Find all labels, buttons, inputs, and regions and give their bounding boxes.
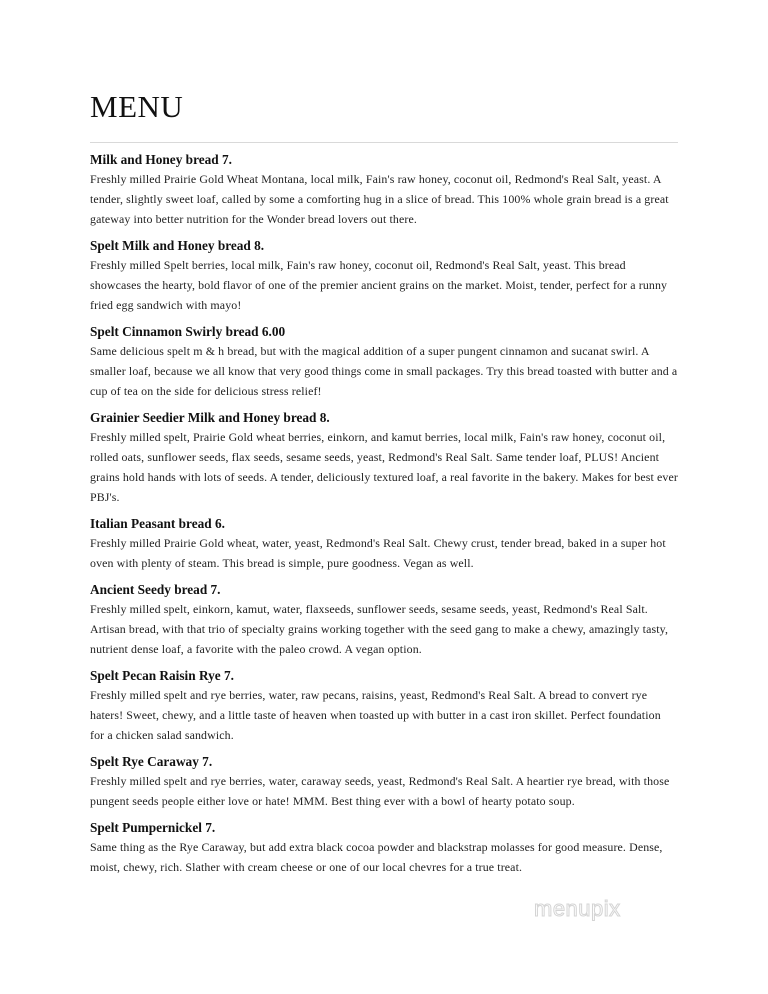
menu-item-description: Same delicious spelt m & h bread, but with the magical addition of a super pungent cinnamon and sucanat swirl. A smaller loaf, because we all know that very good things come in small packages. Try this bread toasted with butter and a cup of tea on the side for delicious stress relief! — [90, 344, 678, 398]
menu-item-name: Ancient Seedy bread 7. — [90, 582, 221, 597]
menu-item — [90, 819, 678, 877]
menu-item-name: Italian Peasant bread 6. — [90, 516, 225, 531]
menu-item-name: Spelt Rye Caraway 7. — [90, 754, 213, 769]
menu-item — [90, 237, 678, 315]
menu-item-description: Freshly milled spelt, Prairie Gold wheat berries, einkorn, and kamut berries, local milk, Fain's raw honey, coconut oil, rolled oats, sunflower seeds, flax seeds, sesame seeds, yeast, Redmond's Real Salt. Same tender loaf, PLUS! Ancient grains hold hands with lots of seeds. A tender, deliciously textured loaf, a real favorite in the bakery. Makes for best ever PBJ's. — [90, 430, 678, 504]
menu-item — [90, 581, 678, 659]
menu-item-description: Freshly milled Prairie Gold Wheat Montana, local milk, Fain's raw honey, coconut oil, Redmond's Real Salt, yeast. A tender, slightly sweet loaf, called by some a comforting hug in a slice of bread. This 100% whole grain bread is a great gateway into better nutrition for the Wonder bread lovers out there. — [90, 172, 669, 226]
menu-item — [90, 515, 678, 573]
menu-item-name: Spelt Cinnamon Swirly bread 6.00 — [90, 324, 286, 339]
menu-item — [90, 753, 678, 811]
menu-item-name: Spelt Pecan Raisin Rye 7. — [90, 668, 234, 683]
menu-item — [90, 151, 678, 229]
menu-item-description: Freshly milled spelt and rye berries, water, raw pecans, raisins, yeast, Redmond's Real Salt. A bread to convert rye haters! Sweet, chewy, and a little taste of heaven when toasted up with butter in a cast iron skillet. Perfect foundation for a chicken salad sandwich. — [90, 688, 661, 742]
menu-item — [90, 409, 678, 507]
menupix-watermark: menupix — [534, 896, 621, 921]
menu-page — [90, 86, 678, 885]
menu-item-description: Same thing as the Rye Caraway, but add extra black cocoa powder and blackstrap molasses for good measure. Dense, moist, chewy, rich. Slather with cream cheese or one of our local chevres for a true treat. — [90, 840, 663, 874]
menu-title: MENU — [90, 89, 184, 124]
menu-item-name: Spelt Pumpernickel 7. — [90, 820, 216, 835]
menu-item-name: Milk and Honey bread 7. — [90, 152, 232, 167]
menu-item — [90, 667, 678, 745]
menu-item-description: Freshly milled spelt, einkorn, kamut, water, flaxseeds, sunflower seeds, sesame seeds, yeast, Redmond's Real Salt. Artisan bread, with that trio of specialty grains working together with the seed gang to make a chewy, amazingly tasty, nutrient dense loaf, a favorite with the paleo crowd. A vegan option. — [90, 602, 669, 656]
menu-item — [90, 323, 678, 401]
menu-item-description: Freshly milled Spelt berries, local milk, Fain's raw honey, coconut oil, Redmond's Real Salt, yeast. This bread showcases the hearty, bold flavor of one of the premier ancient grains on the market. Moist, tender, perfect for a runny fried egg sandwich with mayo! — [90, 258, 668, 312]
menu-item-name: Spelt Milk and Honey bread 8. — [90, 238, 265, 253]
menu-item-name: Grainier Seedier Milk and Honey bread 8. — [90, 410, 330, 425]
menu-item-description: Freshly milled spelt and rye berries, water, caraway seeds, yeast, Redmond's Real Salt. A heartier rye bread, with those pungent seeds people either love or hate! MMM. Best thing ever with a bowl of hearty potato soup. — [90, 774, 670, 808]
menu-item-description: Freshly milled Prairie Gold wheat, water, yeast, Redmond's Real Salt. Chewy crust, tender bread, baked in a super hot oven with plenty of steam. This bread is simple, pure goodness. Vegan as well. — [90, 536, 666, 570]
title-divider — [90, 142, 678, 143]
